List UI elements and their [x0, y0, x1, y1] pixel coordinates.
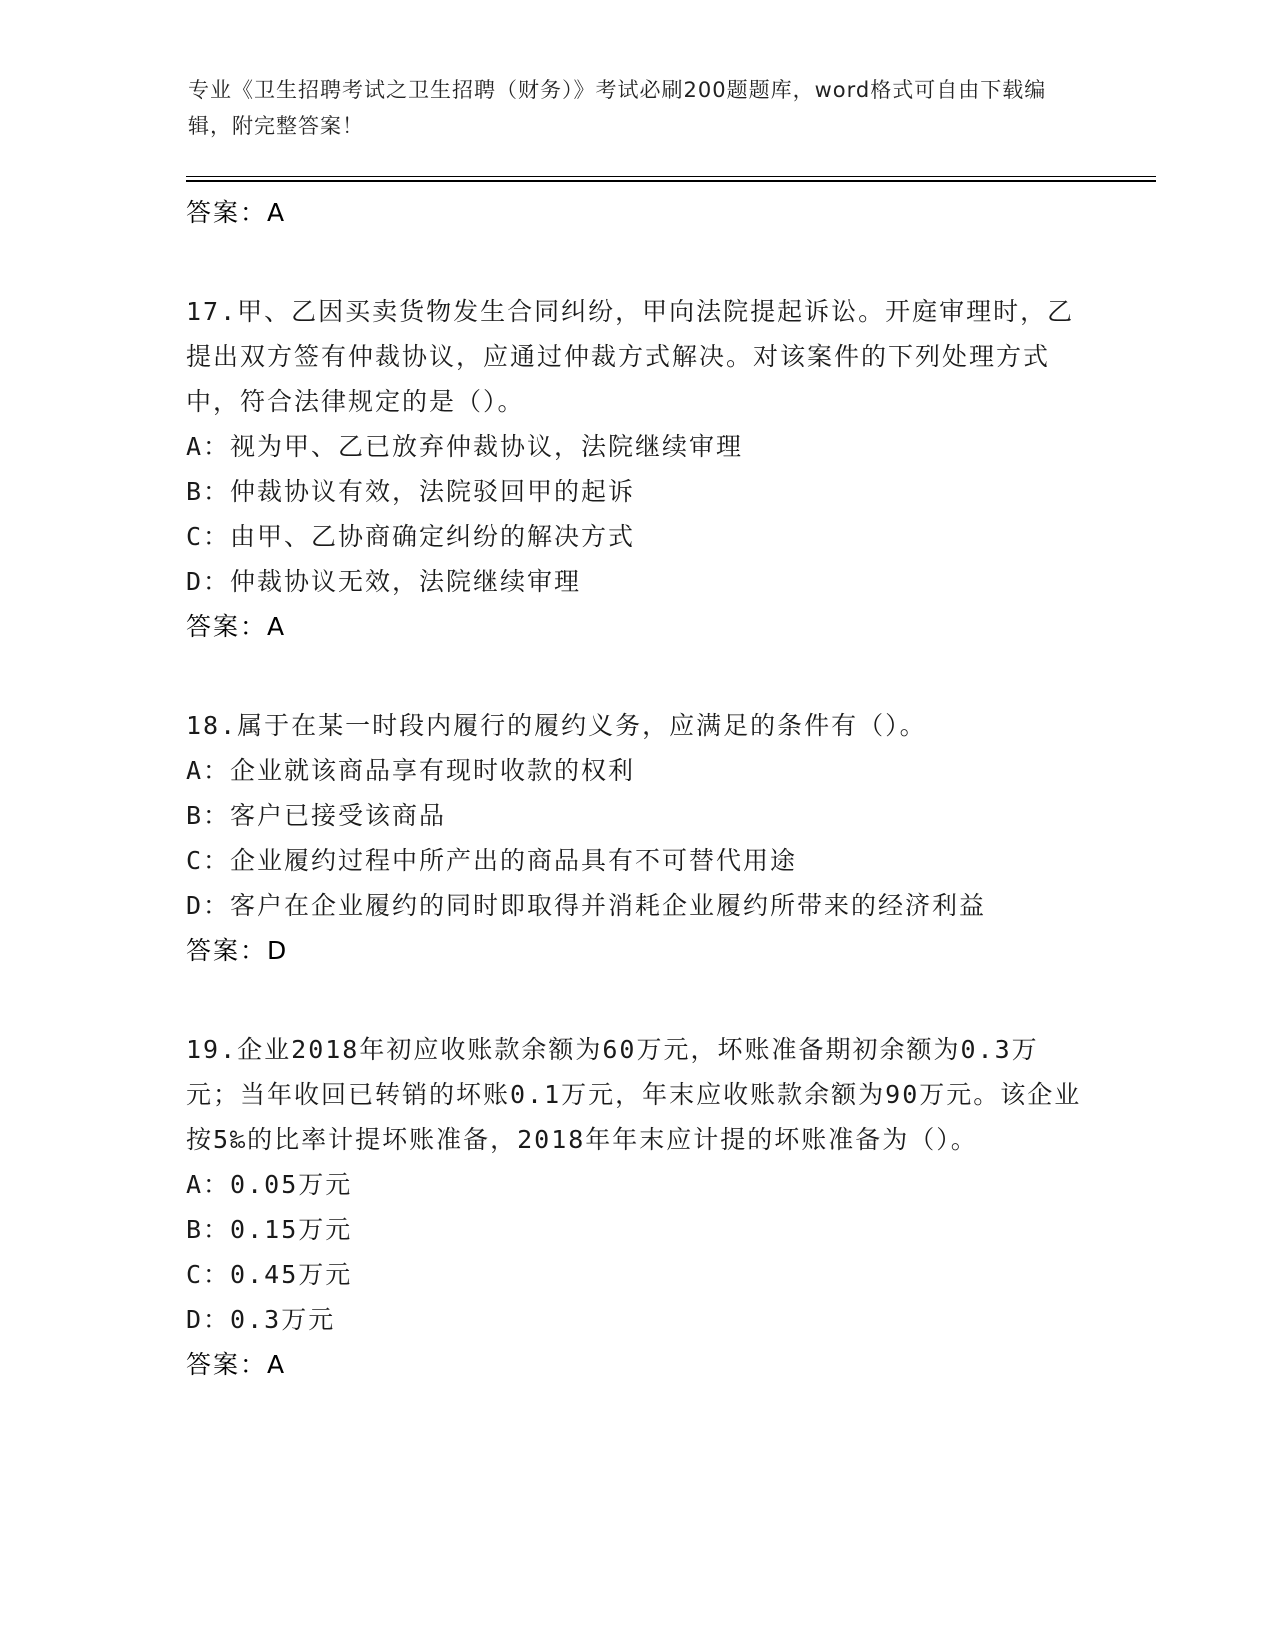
answer-line: 答案：D — [186, 936, 289, 965]
answer-line: 答案：A — [186, 612, 287, 641]
option-c: C：由甲、乙协商确定纠纷的解决方式 — [186, 522, 636, 551]
question-stem: 18.属于在某一时段内履行的履约义务，应满足的条件有（）。 — [186, 711, 927, 740]
option-d: D：0.3万元 — [186, 1305, 336, 1334]
option-b: B：客户已接受该商品 — [186, 801, 447, 830]
option-c: C：0.45万元 — [186, 1260, 353, 1289]
question-18 — [186, 703, 1086, 973]
question-stem: 19.企业2018年初应收账款余额为60万元，坏账准备期初余额为0.3万元；当年收回已转销的坏账0.1万元，年末应收账款余额为90万元。该企业按5‰的比率计提坏账准备，2018年年末应计提的坏账准备为（）。 — [186, 1035, 1082, 1154]
header-divider-thick — [186, 180, 1156, 182]
question-stem: 17.甲、乙因买卖货物发生合同纠纷，甲向法院提起诉讼。开庭审理时，乙提出双方签有仲裁协议，应通过仲裁方式解决。对该案件的下列处理方式中，符合法律规定的是（）。 — [186, 297, 1075, 416]
document-header: 专业《卫生招聘考试之卫生招聘（财务）》考试必刷200题题库，word格式可自由下载编辑，附完整答案！ — [188, 78, 1047, 138]
option-d: D：仲裁协议无效，法院继续审理 — [186, 567, 582, 596]
header-divider-thin — [186, 176, 1156, 177]
option-b: B：仲裁协议有效，法院驳回甲的起诉 — [186, 477, 636, 506]
question-19 — [186, 1027, 1086, 1387]
question-17 — [186, 289, 1086, 649]
answer-line: 答案：A — [186, 198, 287, 227]
option-c: C：企业履约过程中所产出的商品具有不可替代用途 — [186, 846, 798, 875]
option-d: D：客户在企业履约的同时即取得并消耗企业履约所带来的经济利益 — [186, 891, 987, 920]
document-body — [186, 190, 1086, 1387]
option-a: A：视为甲、乙已放弃仲裁协议，法院继续审理 — [186, 432, 744, 461]
option-a: A：0.05万元 — [186, 1170, 353, 1199]
option-a: A：企业就该商品享有现时收款的权利 — [186, 756, 636, 785]
option-b: B：0.15万元 — [186, 1215, 353, 1244]
answer-line: 答案：A — [186, 1350, 287, 1379]
